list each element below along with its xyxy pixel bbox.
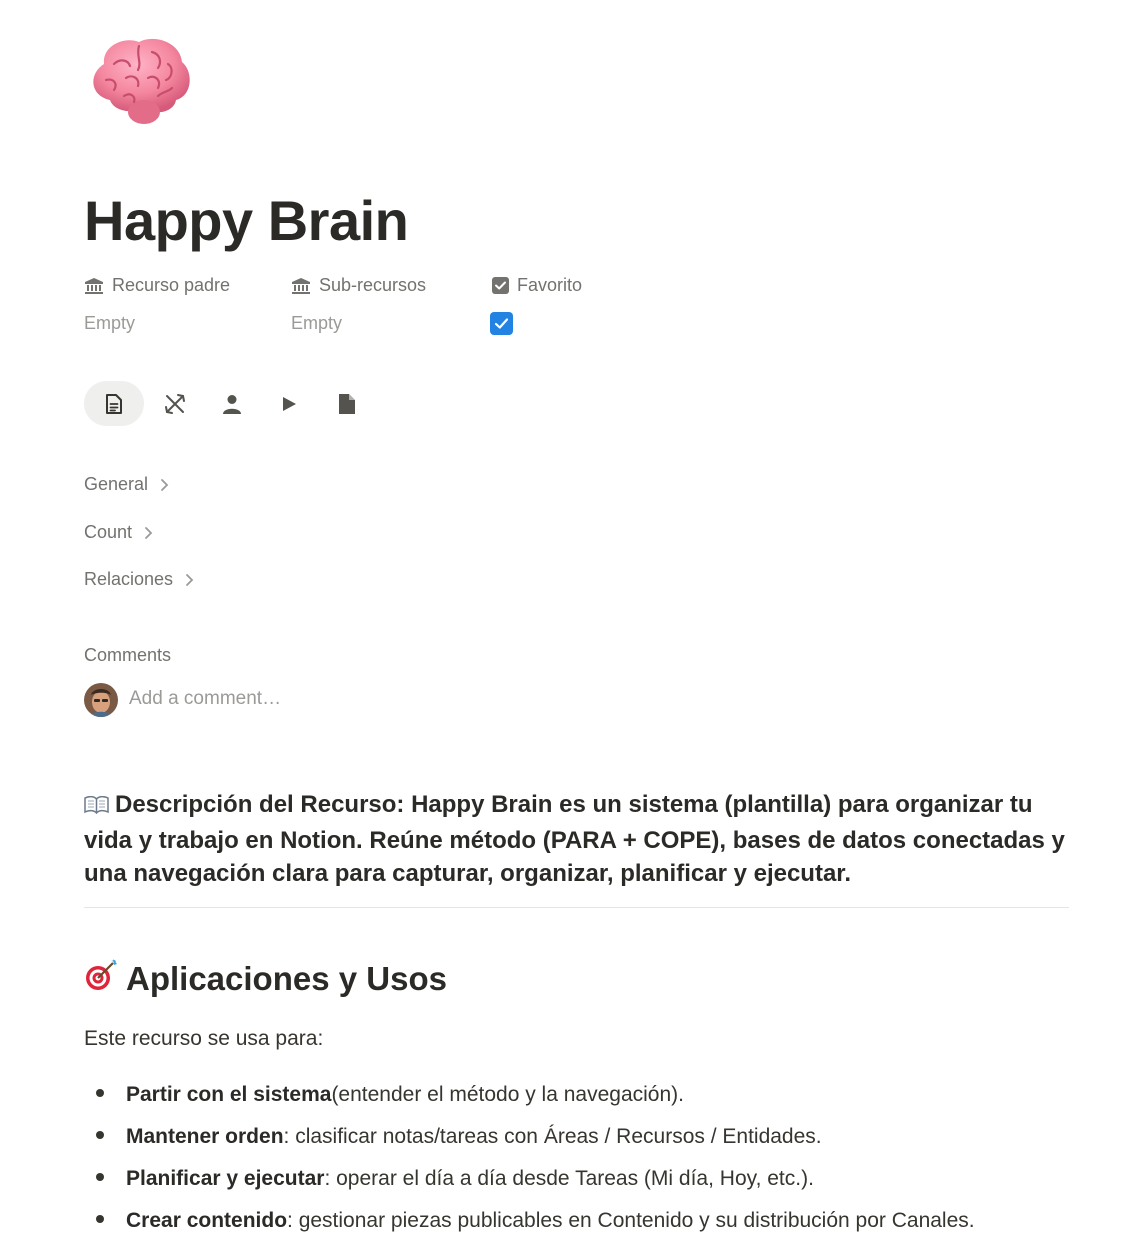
open-book-icon (84, 790, 109, 824)
bank-icon (291, 277, 311, 295)
tab-file[interactable] (317, 381, 377, 426)
list-item-text: : clasificar notas/tareas con Áreas / Recursos / Entidades. (283, 1125, 822, 1148)
list-item[interactable] (96, 1167, 814, 1191)
section-relaciones[interactable] (84, 569, 194, 590)
section-label: Count (84, 522, 133, 542)
list-item-text: (entender el método y la navegación). (331, 1083, 684, 1106)
intro-text[interactable]: Este recurso se usa para: (84, 1027, 324, 1050)
tab-person[interactable] (202, 381, 262, 426)
section-general[interactable] (84, 474, 169, 495)
property-label: Sub-recursos (319, 275, 427, 295)
play-icon (280, 395, 298, 413)
bullet-dot (96, 1089, 104, 1097)
tab-document[interactable] (84, 381, 144, 426)
checkmark-icon (494, 317, 509, 330)
list-item-bold: Mantener orden (126, 1125, 284, 1148)
list-item-bold: Partir con el sistema (126, 1083, 332, 1106)
checkbox-icon (492, 277, 509, 294)
bullet-dot (96, 1215, 104, 1223)
bank-icon (84, 277, 104, 295)
tab-crossed-arrow[interactable] (145, 381, 205, 426)
bullet-dot (96, 1173, 104, 1181)
crossed-arrow-icon (163, 392, 187, 416)
list-item[interactable] (96, 1125, 822, 1149)
chevron-right-icon (185, 573, 194, 587)
property-sub-recursos-value[interactable]: Empty (291, 313, 343, 333)
heading-text: Aplicaciones y Usos (126, 960, 447, 997)
description-text: Descripción del Recurso: Happy Brain es un sistema (plantilla) para organizar tu vida y trabajo en Notion. Reúne método (PARA + COPE), bases de datos conectadas y una navegación clara para capturar, organizar, planificar y ejecutar. (84, 791, 1065, 887)
person-icon (221, 393, 243, 415)
comments-label: Comments (84, 645, 172, 665)
section-heading[interactable] (84, 958, 447, 1000)
property-recurso-padre-value[interactable]: Empty (84, 313, 136, 333)
property-label: Recurso padre (112, 275, 231, 295)
list-item[interactable] (96, 1083, 684, 1107)
document-icon (104, 393, 124, 415)
divider (84, 907, 1069, 908)
list-item-text: : gestionar piezas publicables en Contenido y su distribución por Canales. (287, 1209, 975, 1232)
brain-emoji-icon[interactable] (84, 34, 194, 129)
chevron-right-icon (160, 478, 169, 492)
property-label: Favorito (517, 275, 583, 295)
favorito-checkbox[interactable] (490, 312, 513, 335)
avatar (84, 683, 118, 717)
comment-input[interactable] (129, 688, 529, 710)
resource-description[interactable] (84, 788, 1069, 891)
list-item-text: : operar el día a día desde Tareas (Mi día, Hoy, etc.). (324, 1167, 814, 1190)
page-title[interactable]: Happy Brain (84, 189, 409, 252)
file-icon (337, 393, 357, 415)
chevron-right-icon (144, 526, 153, 540)
property-recurso-padre-label[interactable] (84, 275, 230, 296)
section-count[interactable] (84, 522, 153, 543)
list-item-bold: Planificar y ejecutar (126, 1167, 325, 1190)
tab-play[interactable] (259, 381, 319, 426)
property-sub-recursos-label[interactable] (291, 275, 426, 296)
section-label: General (84, 474, 149, 494)
property-favorito-label[interactable] (492, 275, 582, 296)
list-item-bold: Crear contenido (126, 1209, 288, 1232)
list-item[interactable] (96, 1209, 975, 1233)
target-dart-icon (84, 958, 118, 1000)
bullet-dot (96, 1131, 104, 1139)
section-label: Relaciones (84, 569, 174, 589)
